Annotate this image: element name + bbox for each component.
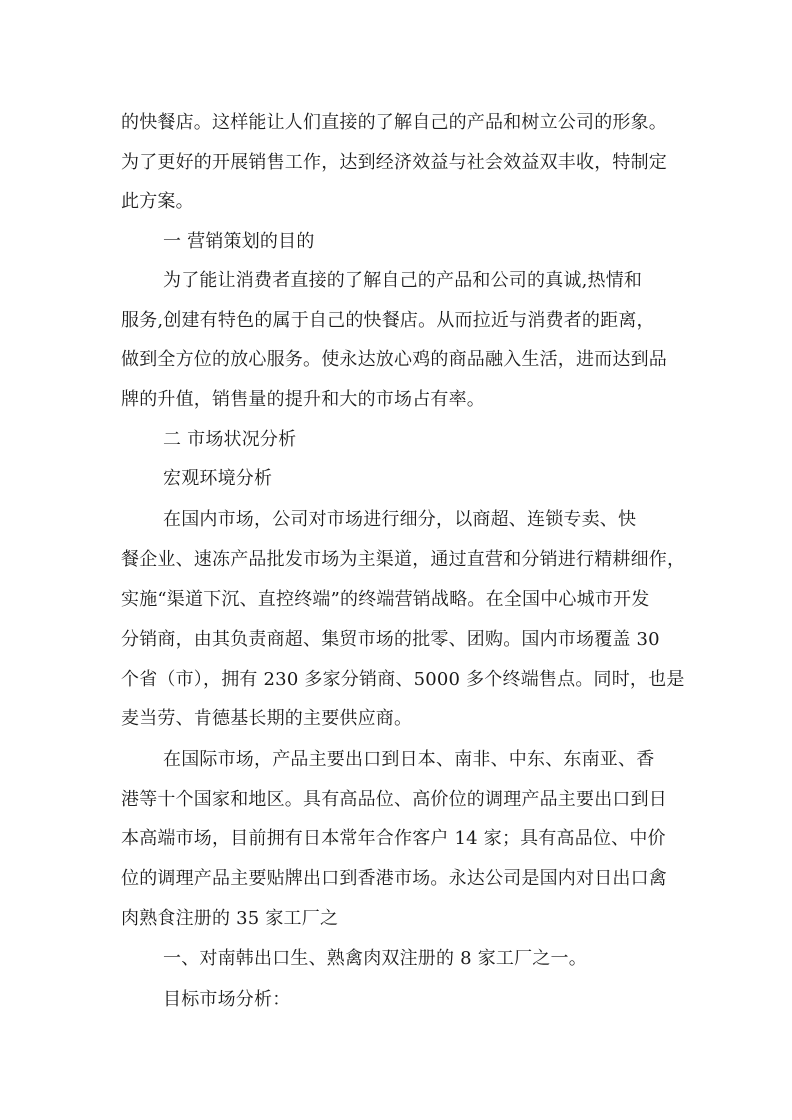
- body-text-line: 一、对南韩出口生、熟禽肉双注册的 8 家工厂之一。: [163, 948, 587, 969]
- subsection-heading: 宏观环境分析: [163, 468, 273, 489]
- body-text-line: 做到全方位的放心服务。使永达放心鸡的商品融入生活，进而达到品: [121, 349, 667, 370]
- body-text-line: 麦当劳、肯德基长期的主要供应商。: [121, 708, 413, 729]
- body-text-line: 分销商，由其负责商超、集贸市场的批零、团购。国内市场覆盖 30: [121, 629, 660, 650]
- body-text-line: 此方案。: [121, 191, 194, 212]
- body-text-line: 在国际市场，产品主要出口到日本、南非、中东、东南亚、香: [163, 749, 655, 770]
- body-text-line: 牌的升值，销售量的提升和大的市场占有率。: [121, 389, 485, 410]
- body-text-line: 港等十个国家和地区。具有高品位、高价位的调理产品主要出口到日: [121, 789, 667, 810]
- body-text-line: 在国内市场，公司对市场进行细分，以商超、连锁专卖、快: [163, 509, 637, 530]
- body-text-line: 的快餐店。这样能让人们直接的了解自己的产品和树立公司的形象。: [121, 112, 667, 133]
- body-text-line: 本高端市场，目前拥有日本常年合作客户 14 家；具有高品位、中价: [121, 828, 666, 849]
- body-text-line: 肉熟食注册的 35 家工厂之: [121, 908, 339, 929]
- body-text-line: 位的调理产品主要贴牌出口到香港市场。永达公司是国内对日出口禽: [121, 868, 667, 889]
- section-heading: 二 市场状况分析: [163, 429, 297, 450]
- subsection-heading: 目标市场分析：: [163, 989, 291, 1010]
- body-text-line: 实施“渠道下沉、直控终端”的终端营销战略。在全国中心城市开发: [121, 589, 650, 610]
- body-text-line: 个省（市），拥有 230 多家分销商、5000 多个终端售点。同时，也是: [121, 669, 685, 690]
- section-heading: 一 营销策划的目的: [163, 231, 315, 252]
- body-text-line: 餐企业、速冻产品批发市场为主渠道，通过直营和分销进行精耕细作，: [121, 549, 686, 570]
- body-text-line: 为了更好的开展销售工作，达到经济效益与社会效益双丰收，特制定: [121, 152, 667, 173]
- body-text-line: 为了能让消费者直接的了解自己的产品和公司的真诚,热情和: [163, 270, 643, 291]
- body-text-line: 服务,创建有特色的属于自己的快餐店。从而拉近与消费者的距离，: [121, 310, 655, 331]
